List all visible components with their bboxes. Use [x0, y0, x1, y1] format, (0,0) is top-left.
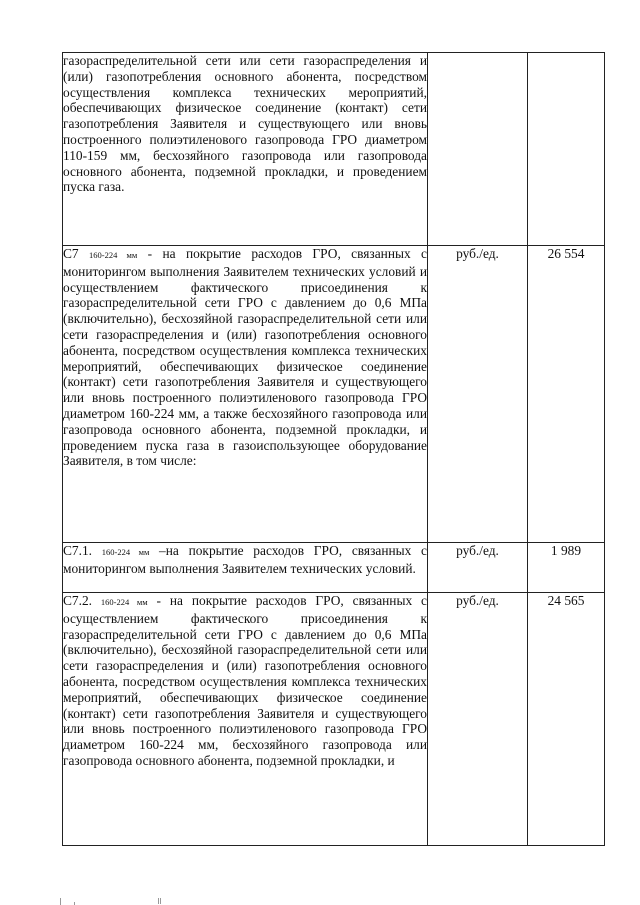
row-value: 26 554: [528, 246, 605, 543]
scan-artifact: [60, 898, 180, 905]
table-row: [63, 543, 605, 593]
description-text: газораспределительной сети или сети газораспределения и (или) газопотребления основного абонента, посредством осуществления комплекса технических мероприятий, обеспечивающих физическое соединение (контакт) сети газопотребления Заявителя и существующего или вновь построенного полиэтиленового газопровода ГРО диаметром 110-159 мм, бесхозяйного газопровода или газопровода основного абонента, подземной прокладки, и проведением пуска газа.: [63, 53, 427, 195]
row-unit: руб./ед.: [428, 246, 528, 543]
row-range: 160-224 мм: [101, 547, 150, 557]
row-unit: руб./ед.: [428, 543, 528, 593]
tariff-table: [62, 52, 605, 846]
row-unit: [428, 53, 528, 246]
table-row: [63, 593, 605, 846]
row-unit: руб./ед.: [428, 593, 528, 846]
row-code: С7.1.: [63, 543, 93, 558]
table-row: [63, 53, 605, 246]
row-range: 160-224 мм: [100, 597, 148, 607]
row-value: [528, 53, 605, 246]
table-row: [63, 246, 605, 543]
row-description: [63, 543, 428, 593]
row-code: С7.2.: [63, 593, 93, 608]
description-text: - на покрытие расходов ГРО, связанных с мониторингом выполнения Заявителем технических условий и осуществлением фактического присоединения к газораспределительной сети ГРО с давлением до 0,6 МПа (включительно), бесхозяйной газораспределительной сети или сети газораспределения и (или) газопотребления основного абонента, посредством осуществления комплекса технических мероприятий, обеспечивающих физическое соединение (контакт) сети газопотребления Заявителя и существующего или вновь построенного полиэтиленового газопровода ГРО диаметром 160-224 мм, а также бесхозяйного газопровода или газопровода основного абонента, подземной прокладки, и проведением пуска газа в газоиспользующее оборудование Заявителя, в том числе:: [63, 246, 427, 469]
row-value: 1 989: [528, 543, 605, 593]
description-text: - на покрытие расходов ГРО, связанных с осуществлением фактического присоединения к газораспределительной сети ГРО с давлением до 0,6 МПа (включительно), бесхозяйной газораспределительной сети или сети газораспределения и (или) газопотребления основного абонента, посредством осуществления комплекса технических мероприятий, обеспечивающих физическое соединение (контакт) сети газопотребления Заявителя и существующего или вновь построенного полиэтиленового газопровода ГРО диаметром 160-224 мм, бесхозяйного газопровода или газопровода основного абонента, подземной прокладки, и: [63, 593, 427, 768]
row-code: С7: [63, 246, 79, 261]
row-description: [63, 593, 428, 846]
row-description: [63, 53, 428, 246]
description-text: –на покрытие расходов ГРО, связанных с мониторингом выполнения Заявителем технических условий.: [63, 543, 427, 576]
row-range: 160-224 мм: [89, 250, 138, 260]
row-description: [63, 246, 428, 543]
row-value: 24 565: [528, 593, 605, 846]
